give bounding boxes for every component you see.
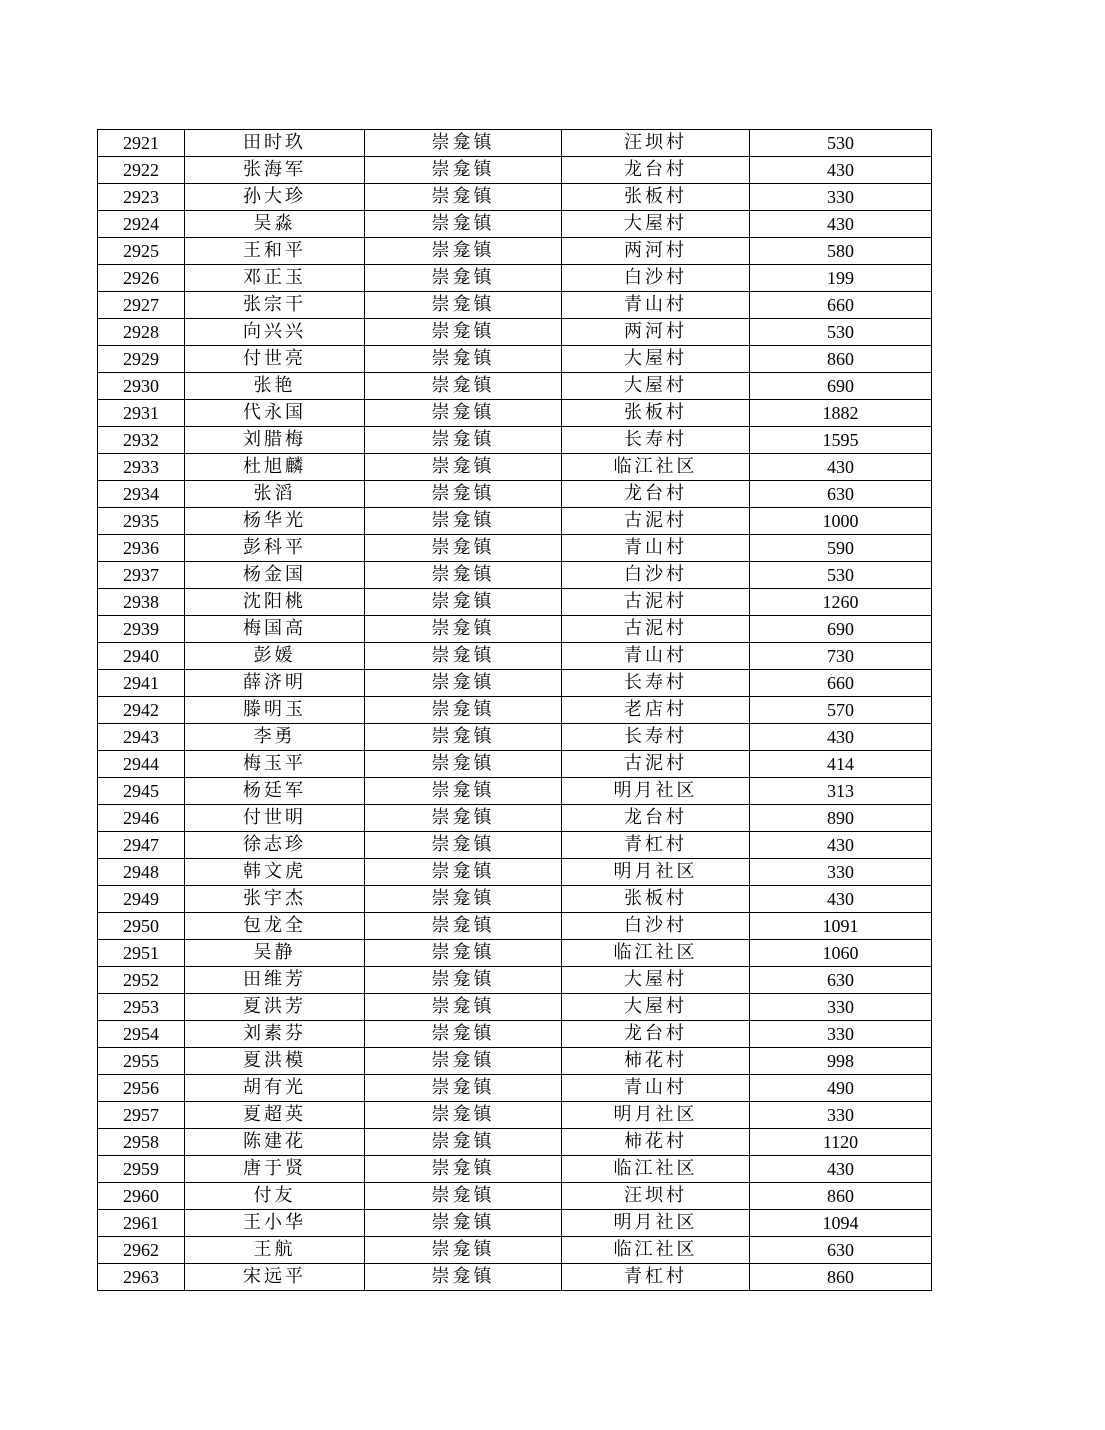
table-row (98, 805, 932, 832)
village-cell: 柿花村 (562, 1129, 750, 1156)
amount-cell: 430 (750, 832, 932, 859)
village-cell: 明月社区 (562, 1210, 750, 1237)
village-cell: 长寿村 (562, 427, 750, 454)
table-row (98, 1183, 932, 1210)
town-cell: 崇龛镇 (365, 643, 562, 670)
village-cell: 古泥村 (562, 616, 750, 643)
name-cell: 付世明 (185, 805, 365, 832)
name-cell: 田时玖 (185, 130, 365, 157)
name-cell: 吴淼 (185, 211, 365, 238)
village-cell: 大屋村 (562, 373, 750, 400)
row-number-cell: 2946 (98, 805, 185, 832)
amount-cell: 630 (750, 1237, 932, 1264)
village-cell: 长寿村 (562, 670, 750, 697)
row-number-cell: 2952 (98, 967, 185, 994)
amount-cell: 998 (750, 1048, 932, 1075)
table-row (98, 1021, 932, 1048)
name-cell: 付世亮 (185, 346, 365, 373)
name-cell: 王航 (185, 1237, 365, 1264)
table-row (98, 994, 932, 1021)
name-cell: 宋远平 (185, 1264, 365, 1291)
town-cell: 崇龛镇 (365, 157, 562, 184)
table-row (98, 508, 932, 535)
village-cell: 临江社区 (562, 940, 750, 967)
town-cell: 崇龛镇 (365, 346, 562, 373)
name-cell: 杨金国 (185, 562, 365, 589)
village-cell: 明月社区 (562, 1102, 750, 1129)
table-row (98, 481, 932, 508)
town-cell: 崇龛镇 (365, 562, 562, 589)
table-row (98, 589, 932, 616)
amount-cell: 414 (750, 751, 932, 778)
table-row (98, 427, 932, 454)
row-number-cell: 2963 (98, 1264, 185, 1291)
amount-cell: 430 (750, 1156, 932, 1183)
table-row (98, 346, 932, 373)
amount-cell: 430 (750, 157, 932, 184)
town-cell: 崇龛镇 (365, 373, 562, 400)
row-number-cell: 2937 (98, 562, 185, 589)
name-cell: 包龙全 (185, 913, 365, 940)
amount-cell: 430 (750, 454, 932, 481)
name-cell: 王小华 (185, 1210, 365, 1237)
amount-cell: 530 (750, 319, 932, 346)
roster-table (97, 129, 932, 1291)
name-cell: 王和平 (185, 238, 365, 265)
village-cell: 白沙村 (562, 913, 750, 940)
name-cell: 孙大珍 (185, 184, 365, 211)
table-row (98, 400, 932, 427)
amount-cell: 1260 (750, 589, 932, 616)
table-row (98, 535, 932, 562)
amount-cell: 330 (750, 1102, 932, 1129)
name-cell: 薛济明 (185, 670, 365, 697)
village-cell: 两河村 (562, 319, 750, 346)
name-cell: 刘素芬 (185, 1021, 365, 1048)
name-cell: 唐于贤 (185, 1156, 365, 1183)
row-number-cell: 2959 (98, 1156, 185, 1183)
town-cell: 崇龛镇 (365, 751, 562, 778)
row-number-cell: 2933 (98, 454, 185, 481)
row-number-cell: 2957 (98, 1102, 185, 1129)
town-cell: 崇龛镇 (365, 427, 562, 454)
village-cell: 明月社区 (562, 778, 750, 805)
row-number-cell: 2924 (98, 211, 185, 238)
table-row (98, 724, 932, 751)
table-row (98, 697, 932, 724)
town-cell: 崇龛镇 (365, 778, 562, 805)
amount-cell: 330 (750, 859, 932, 886)
amount-cell: 1120 (750, 1129, 932, 1156)
row-number-cell: 2936 (98, 535, 185, 562)
row-number-cell: 2934 (98, 481, 185, 508)
table-row (98, 454, 932, 481)
table-row (98, 670, 932, 697)
name-cell: 张滔 (185, 481, 365, 508)
town-cell: 崇龛镇 (365, 1075, 562, 1102)
village-cell: 汪坝村 (562, 1183, 750, 1210)
name-cell: 张艳 (185, 373, 365, 400)
table-row (98, 859, 932, 886)
town-cell: 崇龛镇 (365, 994, 562, 1021)
name-cell: 代永国 (185, 400, 365, 427)
amount-cell: 630 (750, 481, 932, 508)
table-row (98, 967, 932, 994)
row-number-cell: 2962 (98, 1237, 185, 1264)
amount-cell: 860 (750, 1183, 932, 1210)
table-row (98, 157, 932, 184)
name-cell: 梅玉平 (185, 751, 365, 778)
table-row (98, 238, 932, 265)
village-cell: 龙台村 (562, 157, 750, 184)
amount-cell: 730 (750, 643, 932, 670)
table-row (98, 265, 932, 292)
town-cell: 崇龛镇 (365, 481, 562, 508)
town-cell: 崇龛镇 (365, 859, 562, 886)
village-cell: 青山村 (562, 535, 750, 562)
row-number-cell: 2922 (98, 157, 185, 184)
town-cell: 崇龛镇 (365, 616, 562, 643)
amount-cell: 590 (750, 535, 932, 562)
amount-cell: 330 (750, 1021, 932, 1048)
town-cell: 崇龛镇 (365, 1156, 562, 1183)
village-cell: 白沙村 (562, 562, 750, 589)
name-cell: 杨廷军 (185, 778, 365, 805)
name-cell: 夏洪模 (185, 1048, 365, 1075)
table-row (98, 211, 932, 238)
village-cell: 白沙村 (562, 265, 750, 292)
amount-cell: 1091 (750, 913, 932, 940)
row-number-cell: 2953 (98, 994, 185, 1021)
village-cell: 大屋村 (562, 994, 750, 1021)
village-cell: 两河村 (562, 238, 750, 265)
amount-cell: 660 (750, 670, 932, 697)
amount-cell: 199 (750, 265, 932, 292)
row-number-cell: 2951 (98, 940, 185, 967)
village-cell: 柿花村 (562, 1048, 750, 1075)
town-cell: 崇龛镇 (365, 832, 562, 859)
village-cell: 临江社区 (562, 1156, 750, 1183)
name-cell: 张海军 (185, 157, 365, 184)
town-cell: 崇龛镇 (365, 1129, 562, 1156)
amount-cell: 1882 (750, 400, 932, 427)
table-row (98, 643, 932, 670)
amount-cell: 530 (750, 130, 932, 157)
town-cell: 崇龛镇 (365, 508, 562, 535)
row-number-cell: 2930 (98, 373, 185, 400)
row-number-cell: 2942 (98, 697, 185, 724)
row-number-cell: 2940 (98, 643, 185, 670)
town-cell: 崇龛镇 (365, 400, 562, 427)
table-row (98, 886, 932, 913)
amount-cell: 1595 (750, 427, 932, 454)
name-cell: 胡有光 (185, 1075, 365, 1102)
village-cell: 青山村 (562, 1075, 750, 1102)
amount-cell: 890 (750, 805, 932, 832)
village-cell: 长寿村 (562, 724, 750, 751)
village-cell: 老店村 (562, 697, 750, 724)
name-cell: 沈阳桃 (185, 589, 365, 616)
row-number-cell: 2950 (98, 913, 185, 940)
town-cell: 崇龛镇 (365, 670, 562, 697)
name-cell: 夏洪芳 (185, 994, 365, 1021)
table-row (98, 1237, 932, 1264)
table-row (98, 616, 932, 643)
amount-cell: 430 (750, 211, 932, 238)
village-cell: 龙台村 (562, 805, 750, 832)
amount-cell: 330 (750, 184, 932, 211)
amount-cell: 430 (750, 886, 932, 913)
name-cell: 刘腊梅 (185, 427, 365, 454)
town-cell: 崇龛镇 (365, 940, 562, 967)
table-row (98, 373, 932, 400)
amount-cell: 490 (750, 1075, 932, 1102)
name-cell: 田维芳 (185, 967, 365, 994)
village-cell: 张板村 (562, 400, 750, 427)
table-row (98, 1156, 932, 1183)
name-cell: 李勇 (185, 724, 365, 751)
town-cell: 崇龛镇 (365, 130, 562, 157)
row-number-cell: 2954 (98, 1021, 185, 1048)
amount-cell: 570 (750, 697, 932, 724)
amount-cell: 1060 (750, 940, 932, 967)
row-number-cell: 2925 (98, 238, 185, 265)
table-row (98, 184, 932, 211)
table-row (98, 1129, 932, 1156)
town-cell: 崇龛镇 (365, 1183, 562, 1210)
town-cell: 崇龛镇 (365, 697, 562, 724)
table-row (98, 130, 932, 157)
amount-cell: 660 (750, 292, 932, 319)
town-cell: 崇龛镇 (365, 886, 562, 913)
row-number-cell: 2928 (98, 319, 185, 346)
name-cell: 彭科平 (185, 535, 365, 562)
row-number-cell: 2948 (98, 859, 185, 886)
row-number-cell: 2935 (98, 508, 185, 535)
town-cell: 崇龛镇 (365, 724, 562, 751)
name-cell: 张宗干 (185, 292, 365, 319)
amount-cell: 1000 (750, 508, 932, 535)
name-cell: 杨华光 (185, 508, 365, 535)
town-cell: 崇龛镇 (365, 1102, 562, 1129)
row-number-cell: 2921 (98, 130, 185, 157)
row-number-cell: 2949 (98, 886, 185, 913)
table-row (98, 751, 932, 778)
row-number-cell: 2956 (98, 1075, 185, 1102)
village-cell: 汪坝村 (562, 130, 750, 157)
table-row (98, 1210, 932, 1237)
table-row (98, 1264, 932, 1291)
row-number-cell: 2944 (98, 751, 185, 778)
name-cell: 韩文虎 (185, 859, 365, 886)
town-cell: 崇龛镇 (365, 211, 562, 238)
town-cell: 崇龛镇 (365, 184, 562, 211)
row-number-cell: 2945 (98, 778, 185, 805)
amount-cell: 530 (750, 562, 932, 589)
village-cell: 龙台村 (562, 481, 750, 508)
row-number-cell: 2926 (98, 265, 185, 292)
amount-cell: 330 (750, 994, 932, 1021)
table-row (98, 1048, 932, 1075)
row-number-cell: 2947 (98, 832, 185, 859)
name-cell: 徐志珍 (185, 832, 365, 859)
name-cell: 陈建花 (185, 1129, 365, 1156)
amount-cell: 630 (750, 967, 932, 994)
village-cell: 张板村 (562, 886, 750, 913)
name-cell: 杜旭麟 (185, 454, 365, 481)
row-number-cell: 2929 (98, 346, 185, 373)
village-cell: 大屋村 (562, 346, 750, 373)
village-cell: 明月社区 (562, 859, 750, 886)
amount-cell: 860 (750, 1264, 932, 1291)
row-number-cell: 2938 (98, 589, 185, 616)
town-cell: 崇龛镇 (365, 535, 562, 562)
town-cell: 崇龛镇 (365, 913, 562, 940)
town-cell: 崇龛镇 (365, 265, 562, 292)
village-cell: 青山村 (562, 292, 750, 319)
village-cell: 古泥村 (562, 589, 750, 616)
name-cell: 付友 (185, 1183, 365, 1210)
name-cell: 邓正玉 (185, 265, 365, 292)
table-row (98, 832, 932, 859)
roster-table-body (98, 130, 932, 1291)
name-cell: 吴静 (185, 940, 365, 967)
village-cell: 临江社区 (562, 1237, 750, 1264)
row-number-cell: 2927 (98, 292, 185, 319)
town-cell: 崇龛镇 (365, 1210, 562, 1237)
table-row (98, 940, 932, 967)
village-cell: 青杠村 (562, 832, 750, 859)
row-number-cell: 2931 (98, 400, 185, 427)
town-cell: 崇龛镇 (365, 238, 562, 265)
town-cell: 崇龛镇 (365, 454, 562, 481)
town-cell: 崇龛镇 (365, 1264, 562, 1291)
town-cell: 崇龛镇 (365, 319, 562, 346)
village-cell: 青山村 (562, 643, 750, 670)
town-cell: 崇龛镇 (365, 589, 562, 616)
name-cell: 夏超英 (185, 1102, 365, 1129)
row-number-cell: 2961 (98, 1210, 185, 1237)
row-number-cell: 2958 (98, 1129, 185, 1156)
table-row (98, 778, 932, 805)
village-cell: 张板村 (562, 184, 750, 211)
village-cell: 大屋村 (562, 967, 750, 994)
table-row (98, 562, 932, 589)
name-cell: 梅国高 (185, 616, 365, 643)
amount-cell: 690 (750, 616, 932, 643)
town-cell: 崇龛镇 (365, 967, 562, 994)
town-cell: 崇龛镇 (365, 805, 562, 832)
table-row (98, 1102, 932, 1129)
village-cell: 临江社区 (562, 454, 750, 481)
row-number-cell: 2923 (98, 184, 185, 211)
name-cell: 向兴兴 (185, 319, 365, 346)
amount-cell: 580 (750, 238, 932, 265)
town-cell: 崇龛镇 (365, 1237, 562, 1264)
table-row (98, 292, 932, 319)
table-row (98, 319, 932, 346)
name-cell: 张宇杰 (185, 886, 365, 913)
amount-cell: 1094 (750, 1210, 932, 1237)
row-number-cell: 2955 (98, 1048, 185, 1075)
table-row (98, 1075, 932, 1102)
row-number-cell: 2932 (98, 427, 185, 454)
name-cell: 彭媛 (185, 643, 365, 670)
row-number-cell: 2941 (98, 670, 185, 697)
amount-cell: 430 (750, 724, 932, 751)
row-number-cell: 2960 (98, 1183, 185, 1210)
row-number-cell: 2943 (98, 724, 185, 751)
village-cell: 大屋村 (562, 211, 750, 238)
village-cell: 古泥村 (562, 751, 750, 778)
table-row (98, 913, 932, 940)
row-number-cell: 2939 (98, 616, 185, 643)
amount-cell: 690 (750, 373, 932, 400)
town-cell: 崇龛镇 (365, 292, 562, 319)
town-cell: 崇龛镇 (365, 1021, 562, 1048)
name-cell: 滕明玉 (185, 697, 365, 724)
village-cell: 青杠村 (562, 1264, 750, 1291)
town-cell: 崇龛镇 (365, 1048, 562, 1075)
amount-cell: 313 (750, 778, 932, 805)
amount-cell: 860 (750, 346, 932, 373)
village-cell: 龙台村 (562, 1021, 750, 1048)
village-cell: 古泥村 (562, 508, 750, 535)
